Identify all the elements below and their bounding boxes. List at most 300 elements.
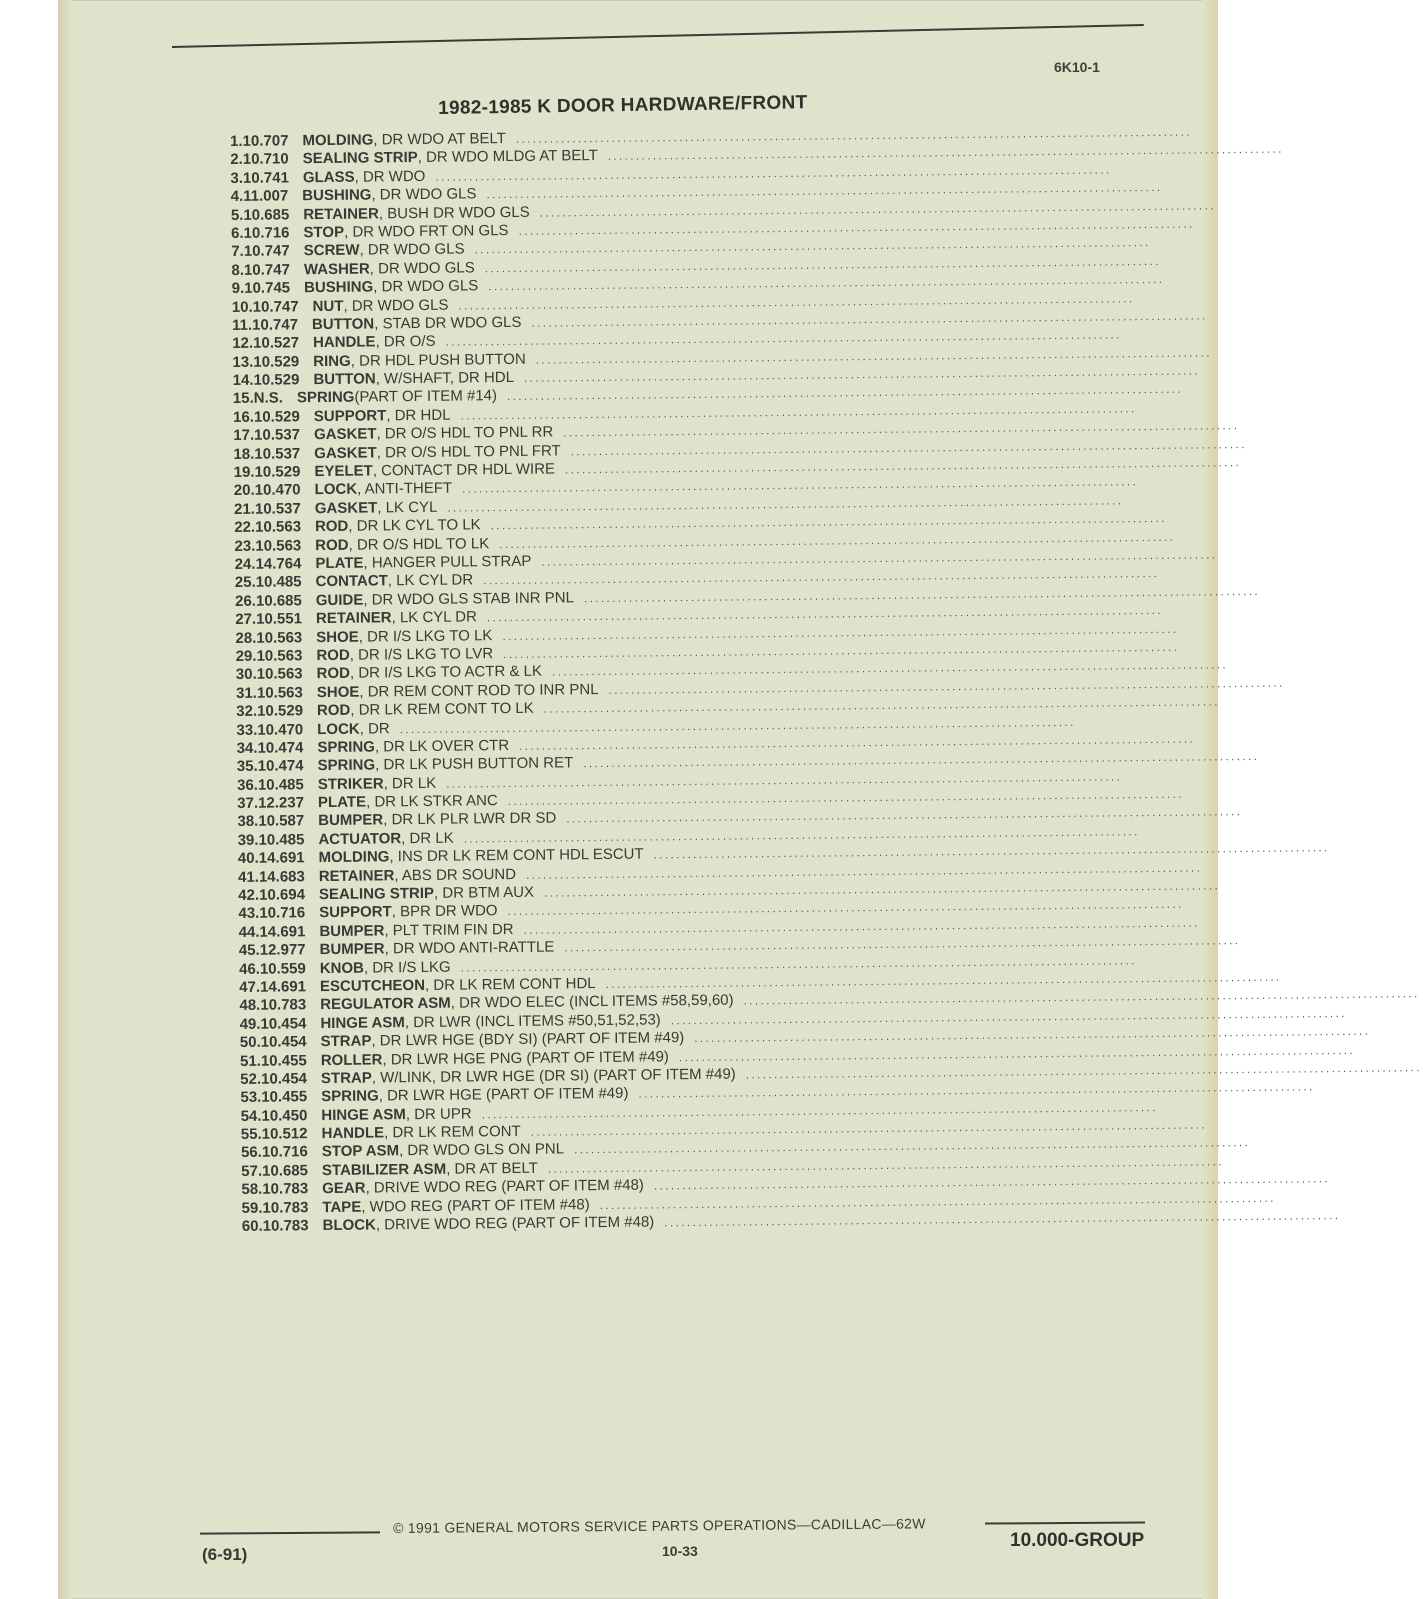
part-group-code: 10.559 xyxy=(259,959,306,978)
part-group-code: 10.512 xyxy=(261,1125,308,1143)
part-group-code: 10.716 xyxy=(261,1143,308,1162)
part-group-code: 10.716 xyxy=(243,224,290,242)
part-name: STRIKER xyxy=(317,775,384,793)
part-name: REGULATOR ASM xyxy=(320,995,451,1014)
part-description: , W/SHAFT, DR HDL xyxy=(375,369,515,388)
dot-leader: ........................................................................................................................ xyxy=(446,769,1123,791)
dot-leader: ........................................................................................................................ xyxy=(605,969,1282,991)
item-number: 36. xyxy=(236,776,259,794)
item-number: 25. xyxy=(234,574,256,592)
part-name: ROD xyxy=(316,701,351,720)
item-number: 53. xyxy=(240,1089,262,1107)
footer-page-number: 10-33 xyxy=(662,1543,698,1559)
dot-leader: ........................................................................................................................ xyxy=(523,363,1201,385)
footer-date: (6-91) xyxy=(202,1545,248,1564)
part-name: BUMPER xyxy=(318,811,384,830)
part-name: BLOCK xyxy=(322,1216,376,1235)
part-description: , DR WDO GLS xyxy=(371,185,477,204)
dot-leader: ........................................................................................................................ xyxy=(445,327,1122,349)
part-description: , DR LK STKR ANC xyxy=(365,792,498,811)
dot-leader: ........................................................................................................................ xyxy=(607,141,1284,164)
part-description: , DR LK xyxy=(383,774,437,793)
part-description: , BUSH DR WDO GLS xyxy=(378,203,530,222)
item-number: 56. xyxy=(240,1144,262,1162)
part-group-code: 10.747 xyxy=(243,242,290,261)
item-number: 52. xyxy=(240,1070,262,1088)
item-number: 11. xyxy=(231,316,253,334)
part-group-code: 10.529 xyxy=(257,702,304,720)
dot-leader: ........................................................................................................................ xyxy=(599,1190,1276,1212)
item-number: 39. xyxy=(237,831,259,849)
dot-leader: ........................................................................................................................ xyxy=(525,860,1203,882)
page-edge-right xyxy=(1202,0,1218,1599)
part-group-code: 10.537 xyxy=(254,426,301,445)
part-description: , DR I/S LKG TO ACTR & LK xyxy=(349,662,543,683)
part-group-code: 10.529 xyxy=(253,408,300,426)
dot-leader: ........................................................................................................................ xyxy=(539,197,1216,220)
part-description: , DR WDO MLDG AT BELT xyxy=(417,147,598,167)
part-group-code: 10.537 xyxy=(254,500,301,518)
part-description: , DR WDO FRT ON GLS xyxy=(343,221,509,241)
part-description: , DRIVE WDO REG (PART OF ITEM #48) xyxy=(375,1213,655,1234)
part-name: SPRING xyxy=(296,389,355,407)
part-group-code: 14.764 xyxy=(255,555,302,573)
footer-copyright: © 1991 GENERAL MOTORS SERVICE PARTS OPERATIONS—CADILLAC—62W xyxy=(393,1515,926,1536)
dot-leader: ........................................................................................................................ xyxy=(463,824,1140,846)
part-group-code: 10.485 xyxy=(258,831,305,849)
part-group-code: 11.007 xyxy=(243,187,289,206)
part-name: HINGE ASM xyxy=(320,1013,405,1032)
dot-leader: ........................................................................................................................ xyxy=(653,1171,1330,1193)
part-name: MOLDING xyxy=(302,131,374,150)
part-description: (PART OF ITEM #14) xyxy=(354,387,498,407)
part-name: SHOE xyxy=(316,683,360,701)
part-group-code: 10.747 xyxy=(252,316,299,334)
dot-leader: ........................................................................................................................ xyxy=(460,952,1137,975)
part-description: , DR BTM AUX xyxy=(433,883,535,902)
part-description: , LK CYL DR xyxy=(391,608,477,627)
part-description: , DR I/S LKG TO LVR xyxy=(349,645,494,664)
part-description: , CONTACT DR HDL WIRE xyxy=(372,460,556,480)
part-group-code: 10.454 xyxy=(260,1014,307,1033)
parts-list xyxy=(230,124,1422,1236)
part-group-code: 14.691 xyxy=(260,978,307,996)
part-group-code: 10.529 xyxy=(253,352,300,371)
dot-leader: ........................................................................................................................ xyxy=(566,804,1243,826)
part-name: PLATE xyxy=(317,793,367,812)
item-number: 60. xyxy=(241,1217,263,1235)
part-description: , STAB DR WDO GLS xyxy=(374,313,522,333)
part-name: GEAR xyxy=(322,1179,366,1198)
part-name: ACTUATOR xyxy=(318,830,402,848)
part-group-code: 10.537 xyxy=(254,444,301,463)
part-description: , DR WDO GLS xyxy=(369,259,475,278)
part-group-code: 10.563 xyxy=(256,628,303,647)
part-group-code: 14.691 xyxy=(258,849,305,867)
part-description: , DR WDO GLS xyxy=(343,296,449,315)
part-name: GASKET xyxy=(314,499,378,517)
part-name: MOLDING xyxy=(318,848,390,867)
part-description: , DR LWR HGE (BDY SI) (PART OF ITEM #49) xyxy=(371,1029,685,1050)
dot-leader: ........................................................................................................................ xyxy=(543,878,1221,900)
dot-leader: ........................................................................................................................ xyxy=(743,986,1420,1008)
part-name: RETAINER xyxy=(315,609,392,628)
item-number: 2. xyxy=(230,151,243,169)
part-description: , DR WDO GLS xyxy=(373,277,479,296)
part-group-code: 10.455 xyxy=(260,1051,307,1070)
part-description: , DR LK OVER CTR xyxy=(374,736,510,756)
part-name: GASKET xyxy=(314,444,377,462)
item-number: 24. xyxy=(234,555,256,573)
part-name: STABILIZER ASM xyxy=(321,1160,447,1179)
dot-leader: ........................................................................................................................ xyxy=(490,511,1167,533)
dot-leader: ........................................................................................................................ xyxy=(608,675,1285,697)
part-group-code: 10.563 xyxy=(255,518,302,536)
dot-leader: ........................................................................................................................ xyxy=(458,290,1135,313)
part-name: HINGE ASM xyxy=(321,1105,406,1124)
dot-leader: ........................................................................................................................ xyxy=(543,694,1220,716)
part-description: , DR AT BELT xyxy=(446,1159,538,1178)
part-group-code: 10.529 xyxy=(253,371,300,389)
part-group-code: 10.587 xyxy=(258,812,305,831)
item-number: 19. xyxy=(233,463,255,482)
part-description: , DR LK PLR LWR DR SD xyxy=(383,809,557,829)
part-name: ROD xyxy=(315,536,349,554)
part-name: ESCUTCHEON xyxy=(319,976,426,996)
item-number: 44. xyxy=(238,923,260,941)
part-name: BUSHING xyxy=(302,186,372,205)
item-number: 57. xyxy=(241,1162,263,1180)
part-name: SCREW xyxy=(303,241,360,260)
dot-leader: ........................................................................................................................ xyxy=(507,897,1184,919)
dot-leader: ........................................................................................................................ xyxy=(570,436,1247,458)
item-number: 27. xyxy=(235,610,257,629)
item-number: 30. xyxy=(235,666,257,684)
item-number: 23. xyxy=(234,537,256,555)
dot-leader: ........................................................................................................................ xyxy=(483,566,1160,588)
part-group-code: 10.694 xyxy=(259,886,306,904)
dot-leader: ........................................................................................................................ xyxy=(486,603,1163,625)
item-number: 31. xyxy=(235,684,258,702)
part-description: , DR LWR (INCL ITEMS #50,51,52,53) xyxy=(404,1011,661,1031)
dot-leader: ........................................................................................................................ xyxy=(653,840,1330,862)
part-group-code: N.S. xyxy=(253,389,284,408)
item-number: 59. xyxy=(241,1199,263,1217)
item-number: 18. xyxy=(233,445,255,463)
dot-leader: ........................................................................................................................ xyxy=(564,455,1242,477)
part-group-code: 10.470 xyxy=(254,481,301,500)
part-name: SEALING STRIP xyxy=(318,884,435,904)
part-name: BUMPER xyxy=(319,940,385,959)
part-group-code: 10.783 xyxy=(262,1198,309,1217)
item-number: 22. xyxy=(234,518,256,537)
part-description: , ABS DR SOUND xyxy=(394,865,517,884)
dot-leader: ........................................................................................................................ xyxy=(507,786,1184,809)
item-number: 48. xyxy=(239,997,261,1015)
part-description: , DR LK CYL TO LK xyxy=(348,516,481,535)
part-name: PLATE xyxy=(315,554,364,573)
item-number: 10. xyxy=(231,298,253,316)
part-description: , DR WDO GLS STAB INR PNL xyxy=(363,589,574,609)
item-number: 40. xyxy=(237,849,259,868)
dot-leader: ........................................................................................................................ xyxy=(541,547,1218,569)
part-description: , LK CYL DR xyxy=(387,571,474,590)
part-name: BUMPER xyxy=(319,922,385,940)
item-number: 17. xyxy=(233,427,255,445)
part-name: SUPPORT xyxy=(313,407,387,425)
part-group-code: 10.783 xyxy=(260,996,307,1015)
part-group-code: 10.470 xyxy=(257,720,304,739)
item-number: 50. xyxy=(239,1033,261,1052)
part-name: HANDLE xyxy=(312,333,376,352)
item-number: 12. xyxy=(232,335,254,353)
part-group-code: 10.454 xyxy=(261,1070,308,1088)
dot-leader: ........................................................................................................................ xyxy=(474,235,1151,257)
part-name: SPRING xyxy=(317,738,376,756)
part-name: EYELET xyxy=(314,462,373,481)
dot-leader: ........................................................................................................................ xyxy=(563,418,1240,440)
part-group-code: 10.741 xyxy=(242,169,289,187)
part-description: , DR xyxy=(359,719,390,738)
part-description: , DR WDO AT BELT xyxy=(373,130,506,149)
item-number: 35. xyxy=(236,758,258,776)
dot-leader: ........................................................................................................................ xyxy=(519,731,1196,753)
dot-leader: ........................................................................................................................ xyxy=(573,1135,1251,1157)
dot-leader: ........................................................................................................................ xyxy=(664,1208,1341,1230)
part-group-code: 10.685 xyxy=(255,592,302,610)
dot-leader: ........................................................................................................................ xyxy=(502,621,1179,643)
part-group-code: 10.563 xyxy=(256,683,303,702)
item-number: 1. xyxy=(230,132,243,150)
part-name: SPRING xyxy=(321,1087,379,1106)
dot-leader: ........................................................................................................................ xyxy=(530,1117,1207,1139)
part-name: RETAINER xyxy=(318,866,395,885)
item-number: 3. xyxy=(230,169,244,187)
dot-leader: ........................................................................................................................ xyxy=(486,180,1163,202)
dot-leader: ........................................................................................................................ xyxy=(481,1099,1158,1122)
dot-leader: ........................................................................................................................ xyxy=(506,382,1184,404)
part-name: GLASS xyxy=(302,168,355,186)
item-number: 41. xyxy=(237,868,260,886)
part-group-code: 12.237 xyxy=(258,794,305,812)
part-group-code: 14.683 xyxy=(258,867,305,886)
dot-leader: ........................................................................................................................ xyxy=(518,216,1195,238)
dot-leader: ........................................................................................................................ xyxy=(460,401,1137,423)
part-description: , DR UPR xyxy=(405,1105,472,1123)
part-group-code: 10.747 xyxy=(252,297,299,316)
part-name: LOCK xyxy=(314,481,358,499)
part-description: , DR LK xyxy=(401,829,454,848)
part-name: LOCK xyxy=(317,720,360,738)
part-name: STRAP xyxy=(320,1032,372,1051)
dot-leader: ........................................................................................................................ xyxy=(488,272,1165,294)
page-code: 6K10-1 xyxy=(1054,59,1100,75)
dot-leader: ........................................................................................................................ xyxy=(399,714,1076,736)
part-group-code: 10.450 xyxy=(261,1106,308,1125)
item-number: 38. xyxy=(237,813,259,831)
item-number: 21. xyxy=(233,500,256,518)
part-name: TAPE xyxy=(322,1198,362,1216)
part-group-code: 10.551 xyxy=(256,610,303,628)
part-group-code: 10.685 xyxy=(243,205,290,224)
item-number: 45. xyxy=(238,941,260,960)
item-number: 7. xyxy=(231,243,244,261)
dot-leader: ........................................................................................................................ xyxy=(745,1060,1422,1082)
item-number: 51. xyxy=(239,1052,261,1070)
part-name: BUTTON xyxy=(311,315,375,334)
part-description: , DR O/S HDL TO PNL RR xyxy=(376,423,554,443)
part-group-code: 10.485 xyxy=(255,573,302,592)
part-group-code: 10.454 xyxy=(260,1033,307,1051)
dot-leader: ........................................................................................................................ xyxy=(531,308,1208,330)
part-group-code: 10.563 xyxy=(256,647,303,665)
part-group-code: 10.474 xyxy=(257,757,304,776)
part-name: STOP ASM xyxy=(321,1142,400,1161)
part-group-code: 10.745 xyxy=(244,279,291,297)
part-group-code: 10.783 xyxy=(262,1180,309,1198)
part-group-code: 10.710 xyxy=(242,150,289,169)
part-group-code: 10.485 xyxy=(257,775,304,794)
part-description: , DR O/S xyxy=(375,333,436,351)
footer-group: 10.000-GROUP xyxy=(1010,1530,1145,1551)
item-number: 6. xyxy=(230,224,244,242)
part-description: , DR WDO ELEC (INCL ITEMS #58,59,60) xyxy=(450,991,734,1013)
part-name: STRAP xyxy=(320,1069,372,1087)
item-number: 34. xyxy=(236,739,258,757)
part-description: , DR I/S LKG xyxy=(363,958,451,977)
item-number: 15. xyxy=(232,390,254,408)
part-description: , DR O/S HDL TO LK xyxy=(348,534,490,554)
part-description: , DR HDL PUSH BUTTON xyxy=(350,350,526,370)
part-name: SPRING xyxy=(317,756,376,775)
part-description: , DR WDO GLS ON PNL xyxy=(398,1140,565,1160)
part-description: , INS DR LK REM CONT HDL ESCUT xyxy=(389,845,644,866)
item-number: 29. xyxy=(235,647,257,665)
part-name: KNOB xyxy=(319,959,365,977)
part-name: GASKET xyxy=(313,425,377,444)
item-number: 54. xyxy=(240,1107,262,1125)
item-number: 37. xyxy=(237,794,259,813)
part-description: , PLT TRIM FIN DR xyxy=(384,920,514,940)
dot-leader: ........................................................................................................................ xyxy=(499,529,1176,551)
part-name: ROLLER xyxy=(320,1050,383,1069)
part-group-code: 14.691 xyxy=(259,923,306,941)
item-number: 58. xyxy=(241,1180,263,1199)
part-name: STOP xyxy=(303,223,345,242)
page-title: 1982-1985 K DOOR HARDWARE/FRONT xyxy=(438,92,808,119)
item-number: 8. xyxy=(231,261,245,279)
part-description: , DR LK PUSH BUTTON RET xyxy=(375,754,574,774)
dot-leader: ........................................................................................................................ xyxy=(564,933,1241,955)
part-name: BUSHING xyxy=(303,278,374,297)
part-description: , HANGER PULL STRAP xyxy=(363,552,532,572)
item-number: 14. xyxy=(232,371,254,390)
item-number: 46. xyxy=(238,960,260,978)
part-description: , DR O/S HDL TO PNL FRT xyxy=(376,442,561,462)
dot-leader: ........................................................................................................................ xyxy=(670,1005,1347,1028)
part-name: NUT xyxy=(312,297,344,315)
page-edge-left xyxy=(58,0,72,1599)
item-number: 13. xyxy=(232,353,254,371)
part-group-code: 12.977 xyxy=(259,941,306,959)
part-group-code: 10.529 xyxy=(254,463,301,481)
item-number: 16. xyxy=(232,408,255,426)
dot-leader: ........................................................................................................................ xyxy=(547,1154,1224,1176)
item-number: 33. xyxy=(236,721,258,739)
dot-leader: ........................................................................................................................ xyxy=(435,162,1112,184)
part-group-code: 10.707 xyxy=(242,132,289,150)
part-name: SHOE xyxy=(316,628,359,646)
part-name: RETAINER xyxy=(303,204,379,223)
item-number: 43. xyxy=(238,905,260,923)
part-name: HANDLE xyxy=(321,1124,385,1143)
part-description: , DR WDO GLS xyxy=(359,240,465,259)
dot-leader: ........................................................................................................................ xyxy=(484,253,1161,275)
dot-leader: ........................................................................................................................ xyxy=(503,639,1180,662)
dot-leader: ........................................................................................................................ xyxy=(447,493,1124,515)
part-name: SEALING STRIP xyxy=(302,149,418,168)
part-description: , DR LK REM CONT TO LK xyxy=(350,699,534,719)
dot-leader: ........................................................................................................................ xyxy=(583,583,1261,605)
dot-leader: ........................................................................................................................ xyxy=(535,345,1212,367)
dot-leader: ........................................................................................................................ xyxy=(638,1079,1315,1101)
part-description: , LK CYL xyxy=(377,498,438,517)
item-number: 26. xyxy=(234,592,257,610)
dot-leader: ........................................................................................................................ xyxy=(583,749,1260,771)
part-name: WASHER xyxy=(303,260,370,278)
part-description: , DR WDO xyxy=(354,167,426,186)
part-description: , DR LK REM CONT xyxy=(383,1123,521,1142)
part-description: , DR LWR HGE PNG (PART OF ITEM #49) xyxy=(382,1047,669,1068)
dot-leader: ........................................................................................................................ xyxy=(694,1023,1371,1046)
part-group-code: 10.783 xyxy=(262,1217,309,1235)
part-name: GUIDE xyxy=(315,591,364,609)
part-description: , DR HDL xyxy=(386,406,451,425)
part-group-code: 10.563 xyxy=(255,536,302,555)
part-name: SUPPORT xyxy=(319,903,392,922)
part-name: ROD xyxy=(316,646,350,665)
part-name: ROD xyxy=(316,665,351,683)
item-number: 55. xyxy=(240,1125,262,1144)
item-number: 28. xyxy=(235,629,257,647)
dot-leader: ........................................................................................................................ xyxy=(515,124,1192,146)
item-number: 49. xyxy=(239,1015,261,1033)
part-group-code: 10.527 xyxy=(253,334,300,353)
item-number: 9. xyxy=(231,279,245,298)
part-description: , DR LK REM CONT HDL xyxy=(424,975,596,994)
part-description: , ANTI-THEFT xyxy=(357,480,453,499)
part-name: BUTTON xyxy=(313,370,376,389)
part-group-code: 10.474 xyxy=(257,739,304,757)
part-description: , DRIVE WDO REG (PART OF ITEM #48) xyxy=(365,1176,644,1197)
part-group-code: 10.455 xyxy=(261,1088,308,1107)
dot-leader: ........................................................................................................................ xyxy=(678,1042,1355,1064)
part-description: , DR I/S LKG TO LK xyxy=(358,626,493,646)
part-group-code: 10.747 xyxy=(243,261,290,279)
part-description: , DR REM CONT ROD TO INR PNL xyxy=(359,680,599,701)
part-description: , BPR DR WDO xyxy=(391,902,498,921)
part-name: RING xyxy=(313,352,351,370)
part-group-code: 10.716 xyxy=(259,904,306,923)
part-group-code: 10.563 xyxy=(256,665,303,684)
part-description: , WDO REG (PART OF ITEM #48) xyxy=(361,1195,590,1216)
part-name: ROD xyxy=(314,517,349,536)
part-description: , W/LINK, DR LWR HGE (DR SI) (PART OF ITEM #49) xyxy=(371,1065,736,1087)
item-number: 4. xyxy=(230,188,244,206)
dot-leader: ........................................................................................................................ xyxy=(462,474,1139,496)
dot-leader: ........................................................................................................................ xyxy=(551,657,1229,679)
item-number: 32. xyxy=(236,702,258,721)
